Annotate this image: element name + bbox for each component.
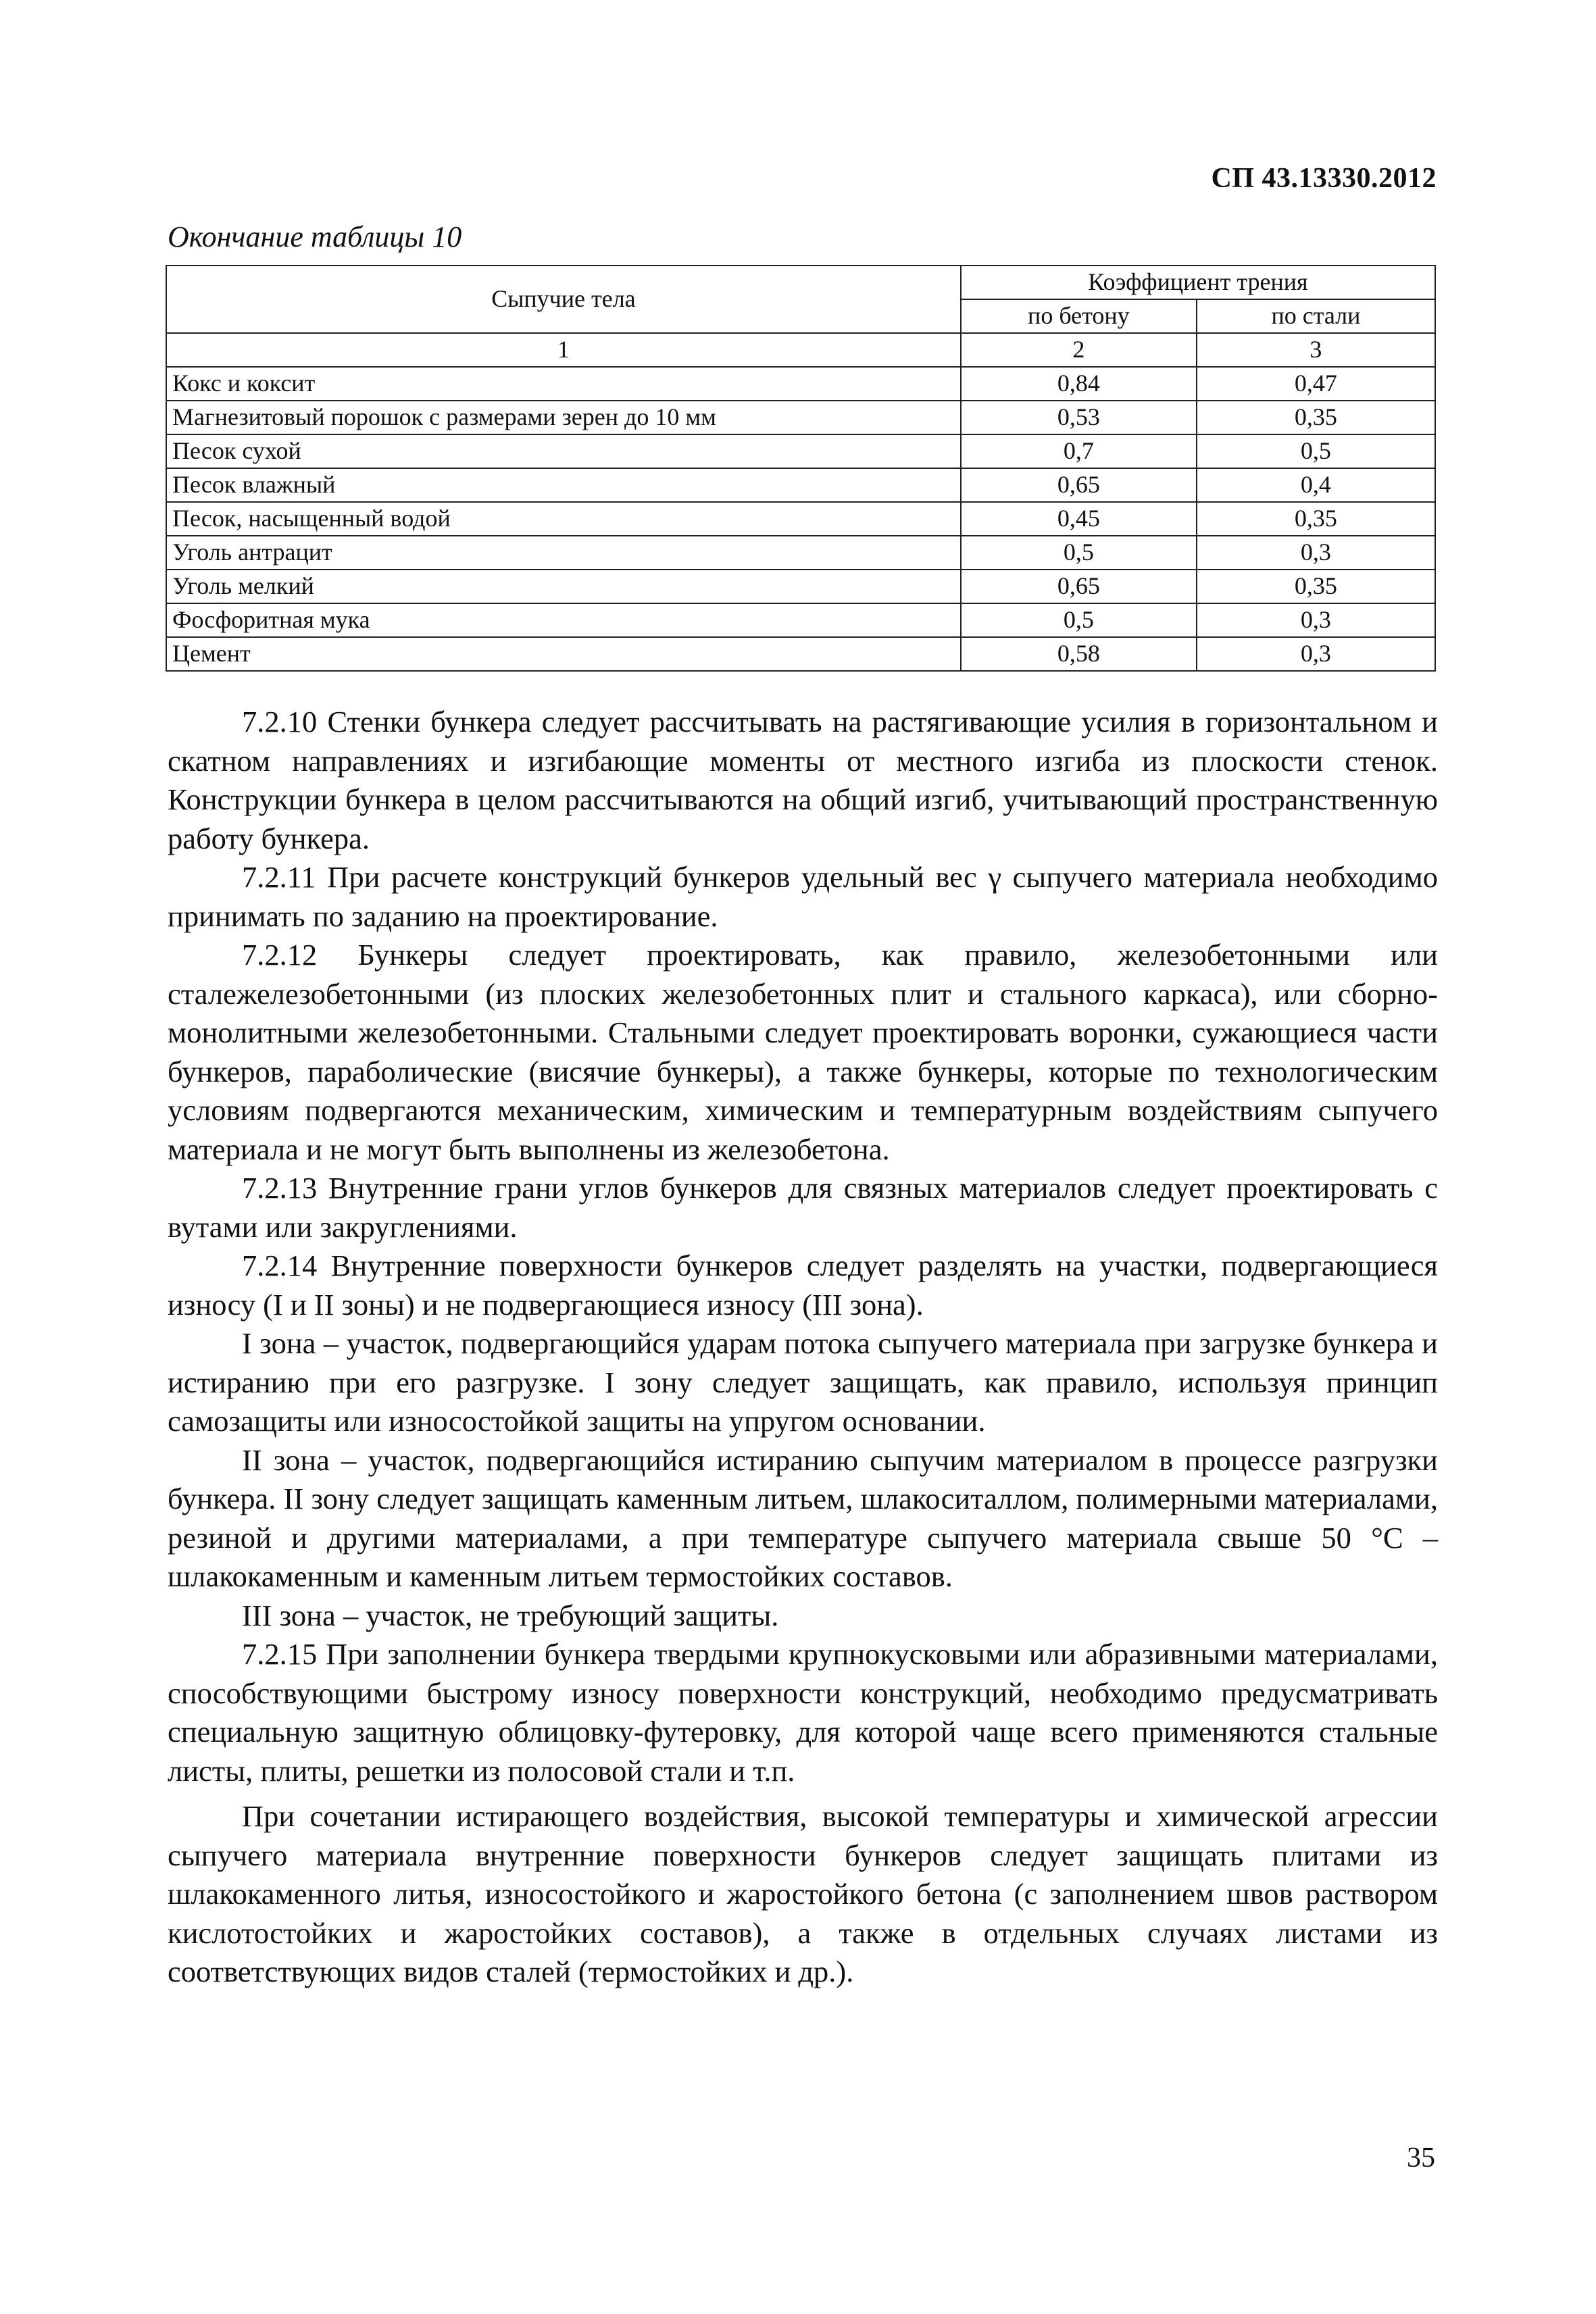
friction-on-concrete: 0,5 [961, 603, 1197, 637]
column-number: 1 [166, 333, 961, 367]
friction-on-steel: 0,3 [1197, 637, 1435, 671]
paragraph-7-2-11: 7.2.11 При расчете конструкций бункеров удельный вес γ сыпучего материала необходимо принимать по заданию на проектирование. [168, 860, 1438, 933]
table-row [166, 603, 1435, 637]
friction-on-concrete: 0,45 [961, 502, 1197, 536]
table-row [166, 401, 1435, 434]
table-row [166, 637, 1435, 671]
table-row [166, 468, 1435, 502]
paragraph-7-2-14: 7.2.14 Внутренние поверхности бункеров следует разделять на участки, подвергающиеся износу (I и II зоны) и не подвергающиеся износу (III зона). [168, 1249, 1438, 1322]
friction-on-concrete: 0,7 [961, 434, 1197, 468]
material-name: Кокс и коксит [166, 367, 961, 401]
table-header-row [166, 266, 1435, 299]
paragraph-7-2-15: 7.2.15 При заполнении бункера твердыми крупнокусковыми или абразивными материалами, способствующими быстрому износу поверхности конструкций, необходимо предусматривать специальную защитную облицовку-футеровку, для которой чаще всего применяются стальные листы, плиты, решетки из полосовой стали и т.п. [168, 1637, 1438, 1788]
material-name: Цемент [166, 637, 961, 671]
paragraph-7-2-13: 7.2.13 Внутренние грани углов бункеров для связных материалов следует проектировать с вутами или закруглениями. [168, 1171, 1438, 1244]
material-name: Фосфоритная мука [166, 603, 961, 637]
header-bulk-solids: Сыпучие тела [166, 266, 961, 333]
friction-on-steel: 0,4 [1197, 468, 1435, 502]
table-number-row [166, 333, 1435, 367]
table-row [166, 367, 1435, 401]
table-row [166, 502, 1435, 536]
page-number: 35 [1407, 2142, 1435, 2173]
table-row [166, 570, 1435, 603]
material-name: Песок, насыщенный водой [166, 502, 961, 536]
material-name: Магнезитовый порошок с размерами зерен до 10 мм [166, 401, 961, 434]
friction-on-concrete: 0,58 [961, 637, 1197, 671]
friction-on-steel: 0,35 [1197, 502, 1435, 536]
friction-on-concrete: 0,65 [961, 468, 1197, 502]
friction-on-concrete: 0,5 [961, 536, 1197, 570]
paragraph-zone-1: I зона – участок, подвергающийся ударам потока сыпучего материала при загрузке бункера и истиранию при его разгрузке. I зону следует защищать, как правило, используя принцип самозащиты или износостойкой защиты на упругом основании. [168, 1326, 1438, 1438]
column-number: 2 [961, 333, 1197, 367]
friction-on-concrete: 0,65 [961, 570, 1197, 603]
paragraph-7-2-12: 7.2.12 Бункеры следует проектировать, как правило, железобетонными или сталежелезобетонными (из плоских железобетонных плит и стального каркаса), или сборно-монолитными железобетонными. Стальными следует проектировать воронки, сужающиеся части бункеров, параболические (висячие бункеры), а также бункеры, которые по технологическим условиям подвергаются механическим, химическим и температурным воздействиям сыпучего материала и не могут быть выполнены из железобетона. [168, 938, 1438, 1166]
header-friction-coefficient: Коэффициент трения [961, 266, 1435, 299]
friction-on-steel: 0,5 [1197, 434, 1435, 468]
friction-on-concrete: 0,53 [961, 401, 1197, 434]
table-row [166, 434, 1435, 468]
header-on-concrete: по бетону [961, 299, 1197, 333]
table-row [166, 536, 1435, 570]
friction-on-steel: 0,35 [1197, 401, 1435, 434]
paragraph-zone-3: III зона – участок, не требующий защиты. [242, 1598, 779, 1632]
paragraph-7-2-10: 7.2.10 Стенки бункера следует рассчитывать на растягивающие усилия в горизонтальном и скатном направлениях и изгибающие моменты от местного изгиба из плоскости стенок. Конструкции бункера в целом рассчитываются на общий изгиб, учитывающий пространственную работу бункера. [168, 705, 1438, 855]
friction-on-concrete: 0,84 [961, 367, 1197, 401]
paragraph-zone-2: II зона – участок, подвергающийся истиранию сыпучим материалом в процессе разгрузки бункера. II зону следует защищать каменным литьем, шлакоситаллом, полимерными материалами, резиной и другими материалами, а при температуре сыпучего материала свыше 50 °С – шлакокаменным и каменным литьем термостойких составов. [168, 1442, 1438, 1593]
friction-table [166, 265, 1436, 672]
material-name: Уголь мелкий [166, 570, 961, 603]
friction-on-steel: 0,35 [1197, 570, 1435, 603]
body-text [168, 703, 1438, 1992]
table-caption: Окончание таблицы 10 [168, 220, 462, 253]
material-name: Песок влажный [166, 468, 961, 502]
paragraph-lining-note: При сочетании истирающего воздействия, высокой температуры и химической агрессии сыпучего материала внутренние поверхности бункеров следует защищать плитами из шлакокаменного литья, износостойкого и жаростойкого бетона (с заполнением швов раствором кислотостойких и жаростойких составов), а также в отдельных случаях листами из соответствующих видов сталей (термостойких и др.). [168, 1799, 1438, 1988]
column-number: 3 [1197, 333, 1435, 367]
document-code: СП 43.13330.2012 [1211, 163, 1437, 194]
friction-on-steel: 0,3 [1197, 536, 1435, 570]
material-name: Уголь антрацит [166, 536, 961, 570]
material-name: Песок сухой [166, 434, 961, 468]
friction-on-steel: 0,47 [1197, 367, 1435, 401]
friction-on-steel: 0,3 [1197, 603, 1435, 637]
header-on-steel: по стали [1197, 299, 1435, 333]
